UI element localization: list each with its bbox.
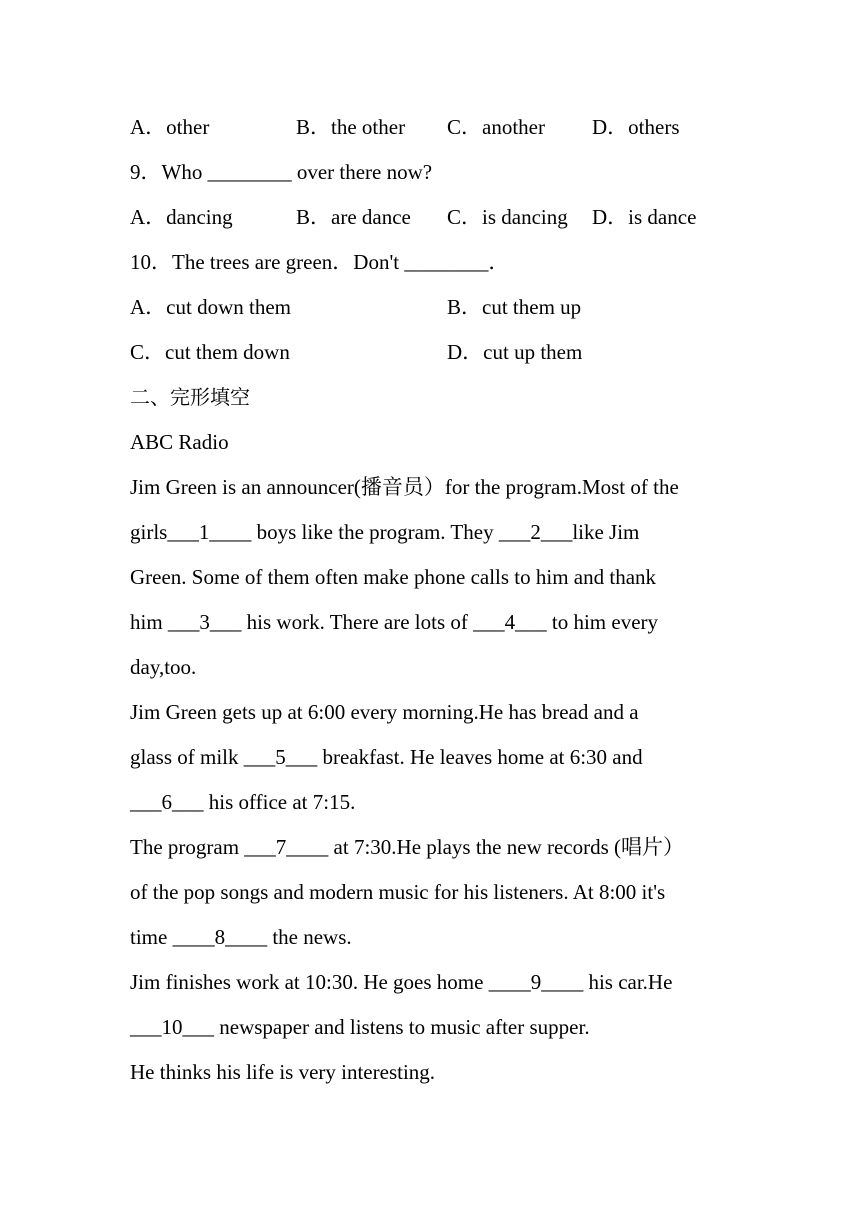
passage-line: ___6___ his office at 7:15. <box>130 790 356 814</box>
passage-line: of the pop songs and modern music for his listeners. At 8:00 it's <box>130 880 666 904</box>
q10-option-a: A．cut down them <box>130 295 291 319</box>
q8-option-b: B．the other <box>296 115 406 139</box>
q10-option-b: B．cut them up <box>447 295 582 319</box>
section-heading: 二、完形填空 <box>130 385 250 409</box>
q8-option-c: C．another <box>447 115 545 139</box>
passage-line: He thinks his life is very interesting. <box>130 1060 436 1084</box>
q8-option-d: D．others <box>592 115 680 139</box>
q9-option-c: C．is dancing <box>447 205 568 229</box>
q10-options-row-1 <box>130 285 740 330</box>
q9-option-a: A．dancing <box>130 205 233 229</box>
passage-line: Jim Green is an announcer(播音员）for the program.Most of the <box>130 475 679 499</box>
q10-option-c: C．cut them down <box>130 340 290 364</box>
q10-options-row-2 <box>130 330 740 375</box>
passage-line: Green. Some of them often make phone calls to him and thank <box>130 565 657 589</box>
q9-options-row <box>130 195 740 240</box>
q8-options-row <box>130 105 740 150</box>
passage-line: day,too. <box>130 655 197 679</box>
passage-line: Jim finishes work at 10:30. He goes home ____9____ his car.He <box>130 970 673 994</box>
passage-line: The program ___7____ at 7:30.He plays the new records (唱片） <box>130 835 685 859</box>
q10-option-d: D．cut up them <box>447 340 583 364</box>
q10-stem: 10．The trees are green．Don't ________． <box>130 250 510 274</box>
passage-line: him ___3___ his work. There are lots of ___4___ to him every <box>130 610 659 634</box>
passage-line: Jim Green gets up at 6:00 every morning.He has bread and a <box>130 700 639 724</box>
worksheet-page <box>130 105 740 1095</box>
q8-option-a: A．other <box>130 115 210 139</box>
passage-line: glass of milk ___5___ breakfast. He leaves home at 6:30 and <box>130 745 643 769</box>
q9-option-b: B．are dance <box>296 205 411 229</box>
passage-line: ___10___ newspaper and listens to music after supper. <box>130 1015 590 1039</box>
passage-line: time ____8____ the news. <box>130 925 352 949</box>
passage-line: girls___1____ boys like the program. They ___2___like Jim <box>130 520 640 544</box>
passage-title: ABC Radio <box>130 430 229 454</box>
q9-stem: 9．Who ________ over there now? <box>130 160 433 184</box>
q9-option-d: D．is dance <box>592 205 697 229</box>
